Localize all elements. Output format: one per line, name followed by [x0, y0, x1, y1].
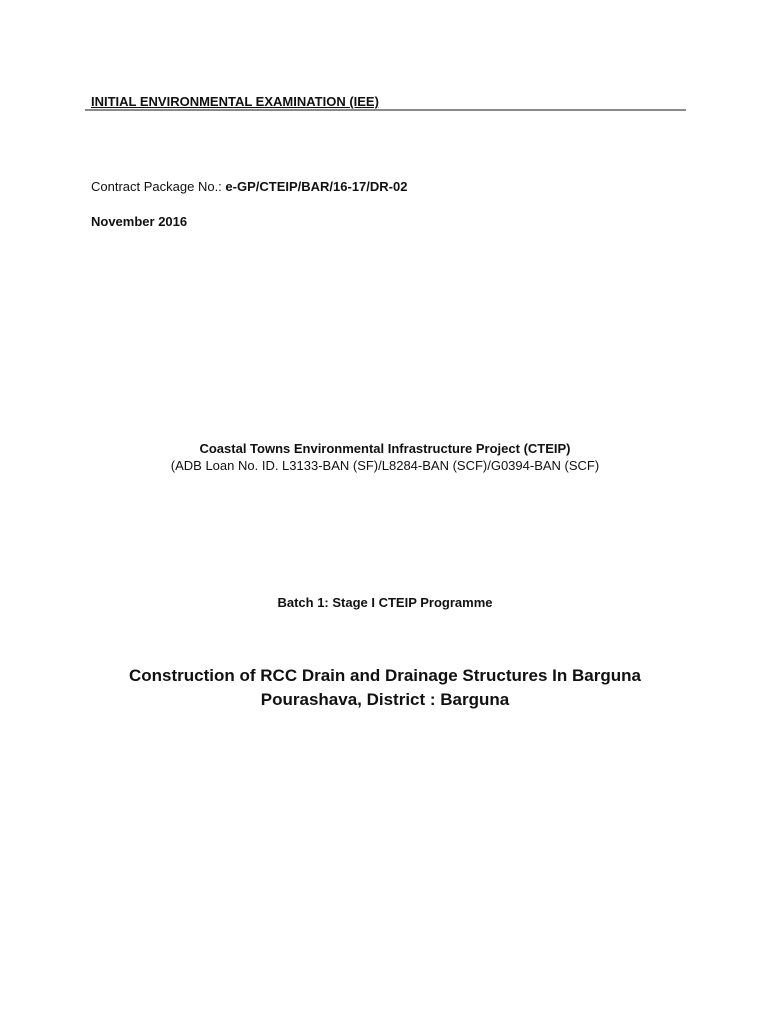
- main-title: [0, 664, 770, 712]
- main-title-line-2: Pourashava, District : Barguna: [260, 690, 510, 709]
- document-date: November 2016: [91, 214, 188, 229]
- project-name: Coastal Towns Environmental Infrastructure Project (CTEIP): [199, 441, 571, 456]
- document-header-title: INITIAL ENVIRONMENTAL EXAMINATION (IEE): [91, 94, 379, 109]
- batch-title: Batch 1: Stage I CTEIP Programme: [277, 595, 493, 610]
- contract-package-label: Contract Package No.:: [91, 179, 226, 194]
- contract-package-number: e-GP/CTEIP/BAR/16-17/DR-02: [225, 179, 408, 194]
- project-block: [0, 440, 770, 474]
- contract-package-line: [91, 179, 407, 194]
- main-title-line-1: Construction of RCC Drain and Drainage Structures In Barguna: [129, 666, 641, 685]
- header-divider: [85, 109, 686, 111]
- loan-number: (ADB Loan No. ID. L3133-BAN (SF)/L8284-BAN (SCF)/G0394-BAN (SCF): [170, 458, 600, 473]
